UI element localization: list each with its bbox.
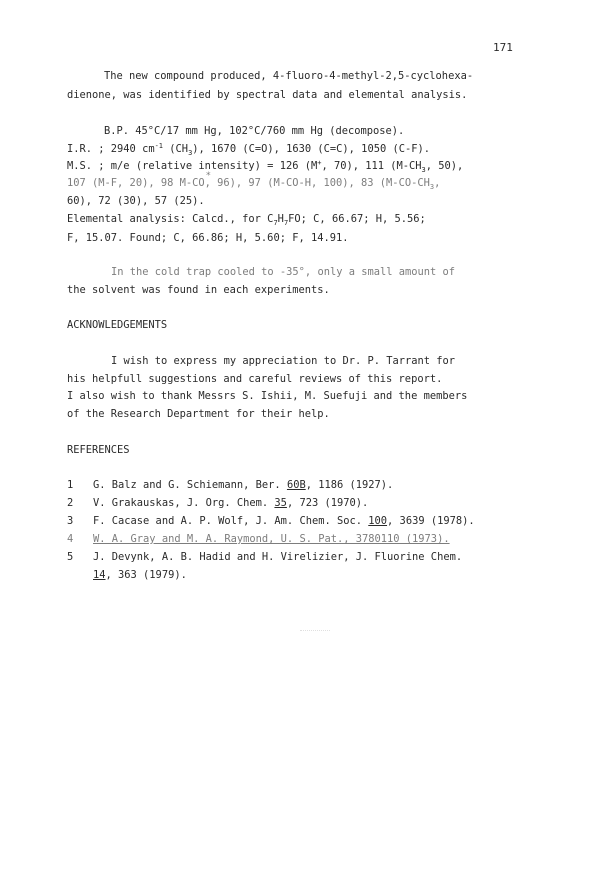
reference-text-2: , 723 (1970). bbox=[286, 497, 369, 509]
ms-text-2: , 70), 111 (M-CH bbox=[321, 160, 422, 172]
reference-text-2: , 363 (1979). bbox=[105, 569, 187, 581]
ms-text: M.S. ; m/e (relative intensity) = 126 (M bbox=[67, 160, 318, 172]
ea-text-2: H bbox=[277, 213, 284, 225]
acknowledgements-line-1: I wish to express my appreciation to Dr. P. Tarrant for bbox=[111, 355, 456, 367]
paragraph-compound-line-1: The new compound produced, 4-fluoro-4-methyl-2,5-cyclohexa- bbox=[104, 70, 474, 82]
scan-speck bbox=[300, 630, 330, 632]
ea-subscript-1: 7 bbox=[273, 219, 278, 227]
reference-text-2: , 3639 (1978). bbox=[387, 515, 475, 527]
reference-text: V. Grakauskas, J. Org. Chem. bbox=[93, 497, 275, 509]
elemental-analysis-line-2: F, 15.07. Found; C, 66.86; H, 5.60; F, 14.91. bbox=[67, 232, 349, 244]
ms2-text-3: , bbox=[434, 177, 441, 189]
reference-item: W. A. Gray and M. A. Raymond, U. S. Pat., 3780110 (1973). bbox=[93, 533, 450, 545]
page-number: 171 bbox=[493, 41, 513, 54]
reference-volume: 60B bbox=[286, 479, 306, 491]
ea-text: Elemental analysis: Calcd., for C bbox=[67, 213, 274, 225]
ir-text-2: (CH bbox=[163, 143, 189, 155]
reference-volume: 100 bbox=[368, 515, 388, 527]
reference-volume: 35 bbox=[274, 497, 287, 509]
elemental-analysis-line-1 bbox=[67, 213, 426, 226]
references-heading: REFERENCES bbox=[67, 444, 130, 456]
paragraph-compound-line-2: dienone, was identified by spectral data and elemental analysis. bbox=[67, 89, 468, 101]
ea-subscript-2: 7 bbox=[283, 219, 289, 227]
ms2-text-2: , 96), 97 (M-CO-H, 100), 83 (M-CO-CH bbox=[204, 177, 430, 189]
acknowledgements-heading: ACKNOWLEDGEMENTS bbox=[67, 319, 168, 331]
ms-superscript: + bbox=[317, 159, 322, 167]
acknowledgements-line-2: his helpfull suggestions and careful reviews of this report. bbox=[67, 373, 443, 385]
ms2-text: 107 (M-F, 20), 98 M-CO bbox=[67, 177, 205, 189]
reference-number: 2 bbox=[67, 497, 74, 509]
reference-item bbox=[93, 479, 393, 492]
ir-text-3: ), 1670 (C=O), 1630 (C=C), 1050 (C-F). bbox=[192, 143, 430, 155]
ms-subscript: 3 bbox=[421, 166, 426, 174]
paragraph-cold-trap-line-1: In the cold trap cooled to -35°, only a small amount of bbox=[111, 266, 456, 278]
reference-item bbox=[93, 497, 368, 510]
reference-item-continuation bbox=[93, 569, 187, 582]
acknowledgements-line-4: of the Research Department for their help. bbox=[67, 408, 330, 420]
reference-number: 5 bbox=[67, 551, 74, 563]
ms2-subscript: 3 bbox=[429, 183, 435, 191]
ea-text-3: FO; C, 66.67; H, 5.56; bbox=[288, 213, 426, 225]
ir-text: I.R. ; 2940 cm bbox=[67, 143, 155, 155]
reference-number: 4 bbox=[67, 533, 74, 545]
ir-spectrum-line bbox=[67, 143, 430, 156]
ir-superscript: -1 bbox=[154, 142, 164, 150]
reference-number: 3 bbox=[67, 515, 74, 527]
boiling-point-line: B.P. 45°C/17 mm Hg, 102°C/760 mm Hg (decompose). bbox=[104, 125, 405, 137]
reference-item: J. Devynk, A. B. Hadid and H. Virelizier, J. Fluorine Chem. bbox=[93, 551, 463, 563]
reference-text-2: , 1186 (1927). bbox=[305, 479, 394, 491]
mass-spec-line-3: 60), 72 (30), 57 (25). bbox=[67, 195, 205, 207]
ms-text-3: , 50), bbox=[425, 160, 464, 172]
reference-item bbox=[93, 515, 475, 528]
reference-volume: 14 bbox=[93, 569, 106, 581]
mass-spec-line-1 bbox=[67, 160, 463, 173]
reference-number: 1 bbox=[67, 479, 74, 491]
ir-subscript: 3 bbox=[188, 149, 193, 157]
reference-text: G. Balz and G. Schiemann, Ber. bbox=[93, 479, 287, 491]
acknowledgements-line-3: I also wish to thank Messrs S. Ishii, M. Suefuji and the members bbox=[67, 390, 468, 402]
reference-text: F. Cacase and A. P. Wolf, J. Am. Chem. Soc. bbox=[93, 515, 369, 527]
paragraph-cold-trap-line-2: the solvent was found in each experiments. bbox=[67, 284, 330, 296]
mass-spec-line-2 bbox=[67, 177, 440, 190]
